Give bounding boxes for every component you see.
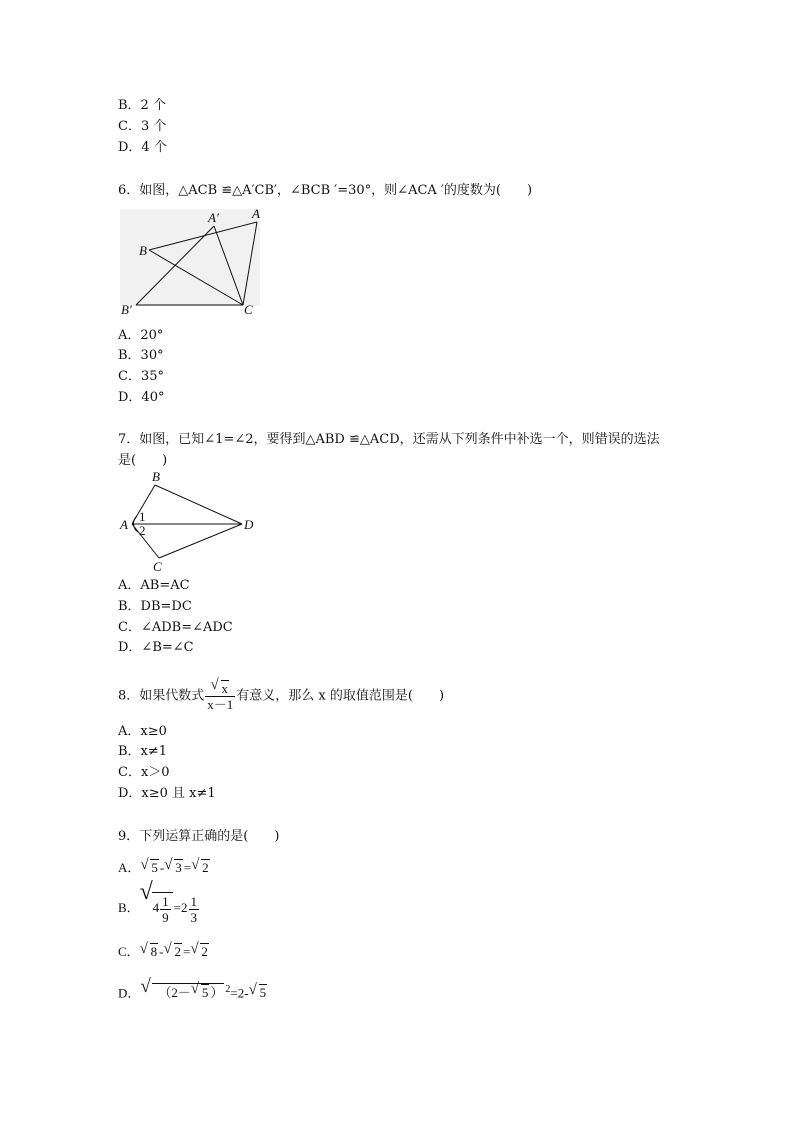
q6-question: 6．如图，△ACB ≌△A′CB′，∠BCB ′=30°，则∠ACA ′的度数为( ) <box>118 183 533 198</box>
q5-option-c: C．3 个 <box>118 119 167 134</box>
q9-option-a: A． √ 5 - √ 3 = √ 2 <box>118 857 209 875</box>
q7-kite-figure <box>112 468 272 576</box>
q8-suffix: 有意义，那么 x 的取值范围是( ) <box>236 688 445 704</box>
q9-option-b: B． √ 4 $\frac{1}{9}$ =2 $\frac{1}{3}$ <box>118 879 198 925</box>
q6-label-a: A <box>252 206 260 221</box>
q7-option-a: A．AB=AC <box>118 578 190 593</box>
q6-segment-bprime-aprime <box>136 226 214 305</box>
q6-segment-b-a <box>149 222 257 250</box>
q7-option-d: D．∠B=∠C <box>118 640 194 655</box>
q8-prefix: 8．如果代数式 <box>118 688 205 704</box>
q7-label-a: A <box>120 517 128 532</box>
q7-question-line2: 是( ) <box>118 453 168 468</box>
q7-label-c: C <box>153 559 162 574</box>
q7-option-c: C．∠ADB=∠ADC <box>118 620 233 635</box>
q8-option-b: B．x≠1 <box>118 744 168 759</box>
q9-question: 9．下列运算正确的是( ) <box>118 829 280 844</box>
q7-label-b: B <box>152 469 160 484</box>
q7-option-b: B．DB=DC <box>118 599 192 614</box>
q7-label-d: D <box>244 517 254 532</box>
q6-option-a: A．20° <box>118 328 164 343</box>
q7-question-line1: 7．如图，已知∠1=∠2，要得到△ABD ≌△ACD，还需从下列条件中补选一个，则错误的选法 <box>118 432 660 447</box>
q6-label-a-prime: A′ <box>208 210 219 225</box>
q7-segment-c-d <box>159 524 242 558</box>
q6-segment-a-c <box>243 222 257 305</box>
q7-segment-a-c <box>132 524 159 558</box>
q9-option-c: C． √ 8 - √ 2 = √ 2 <box>118 941 208 959</box>
q9-option-d: D． √ （2－ √ 5 ） $^2$=2- √ 5 <box>118 976 267 1001</box>
q8-sqrt: √ x <box>210 677 229 696</box>
q8-option-a: A．x≥0 <box>118 724 167 739</box>
q5-option-b: B．2 个 <box>118 98 166 113</box>
q8-denominator: x－1 <box>207 697 234 712</box>
q6-option-c: C．35° <box>118 369 164 384</box>
q6-label-b-prime: B′ <box>121 302 132 317</box>
q7-segment-b-d <box>155 485 242 524</box>
q8-option-d: D．x≥0 且 x≠1 <box>118 786 216 801</box>
q8-fraction <box>205 677 235 712</box>
q6-triangle-figure <box>112 204 272 320</box>
q6-segment-aprime-c <box>214 226 243 305</box>
q7-label-2: 2 <box>139 523 146 538</box>
q5-option-d: D．4 个 <box>118 140 167 155</box>
q6-option-b: B．30° <box>118 348 164 363</box>
q6-label-b: B <box>139 243 147 258</box>
q8-option-c: C．x＞0 <box>118 765 170 780</box>
q8-question <box>118 677 445 712</box>
q7-label-1: 1 <box>139 509 146 524</box>
q6-option-d: D．40° <box>118 390 165 405</box>
q6-label-c: C <box>244 302 253 317</box>
